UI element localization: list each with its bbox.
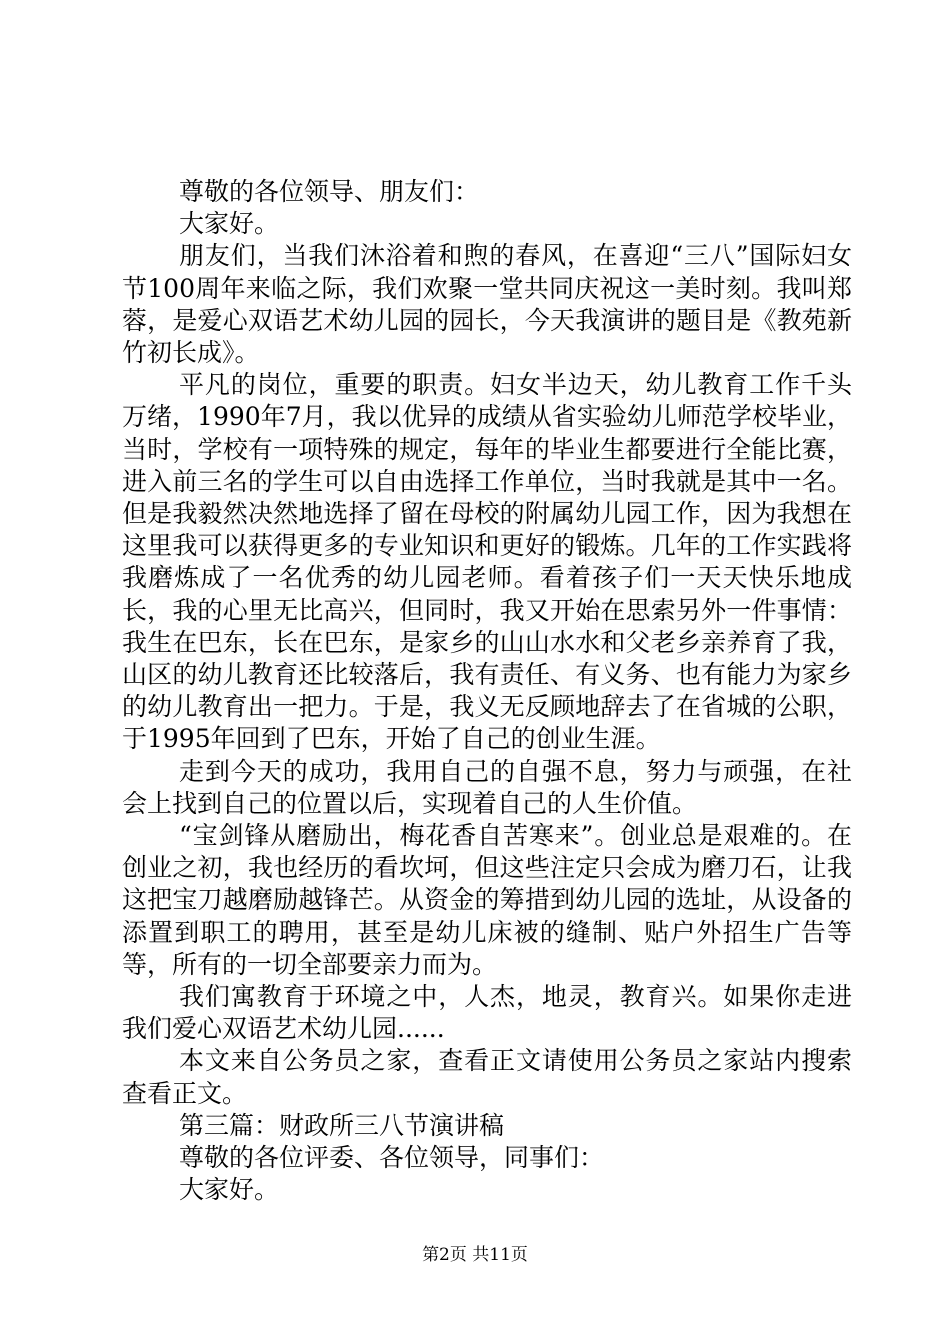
paragraph-hello: 大家好。 (179, 209, 280, 239)
paragraph-source-note: 本文来自公务员之家，查看正文请使用公务员之家站内搜索查看正文。 (122, 1046, 852, 1108)
paragraph-success: 走到今天的成功，我用自己的自强不息，努力与顽强，在社会上找到自己的位置以后，实现着自己的人生价值。 (122, 756, 852, 818)
paragraph-environment: 我们寓教育于环境之中，人杰，地灵，教育兴。如果你走进我们爱心双语艺术幼儿园...... (122, 982, 852, 1044)
section-heading: 第三篇：财政所三八节演讲稿 (179, 1110, 505, 1140)
page-footer (0, 1243, 950, 1267)
paragraph-intro: 朋友们，当我们沐浴着和煦的春风，在喜迎“三八”国际妇女节100周年来临之际，我们欢聚一堂共同庆祝这一美时刻。我叫郑蓉，是爱心双语艺术幼儿园的园长，今天我演讲的题目是《教苑新竹初长成》。 (122, 241, 852, 368)
paragraph-hardship: “宝剑锋从磨励出，梅花香自苦寒来”。创业总是艰难的。在创业之初，我也经历的看坎坷，但这些注定只会成为磨刀石，让我这把宝刀越磨励越锋芒。从资金的筹措到幼儿园的选址，从设备的添置到职工的聘用，甚至是幼儿床被的缝制、贴户外招生广告等等，所有的一切全部要亲力而为。 (122, 821, 852, 979)
paragraph-greeting: 尊敬的各位领导、朋友们： (179, 177, 480, 206)
document-body (122, 176, 852, 1207)
paragraph-greeting-2: 尊敬的各位评委、各位领导，同事们： (179, 1143, 605, 1173)
paragraph-career: 平凡的岗位，重要的职责。妇女半边天，幼儿教育工作千头万绪，1990年7月，我以优异的成绩从省实验幼儿师范学校毕业，当时，学校有一项特殊的规定，每年的毕业生都要进行全能比赛，进入前三名的学生可以自由选择工作单位，当时我就是其中一名。但是我毅然决然地选择了留在母校的附属幼儿园工作，因为我想在这里我可以获得更多的专业知识和更好的锻炼。几年的工作实践将我磨炼成了一名优秀的幼儿园老师。看着孩子们一天天快乐地成长，我的心里无比高兴，但同时，我又开始在思索另外一件事情：我生在巴东，长在巴东，是家乡的山山水水和父老乡亲养育了我，山区的幼儿教育还比较落后，我有责任、有义务、也有能力为家乡的幼儿教育出一把力。于是，我义无反顾地辞去了在省城的公职，于1995年回到了巴东，开始了自己的创业生涯。 (122, 370, 852, 754)
page-number: 第2页 (422, 1245, 467, 1265)
page-total: 共11页 (472, 1245, 528, 1265)
paragraph-hello-2: 大家好。 (179, 1175, 280, 1205)
